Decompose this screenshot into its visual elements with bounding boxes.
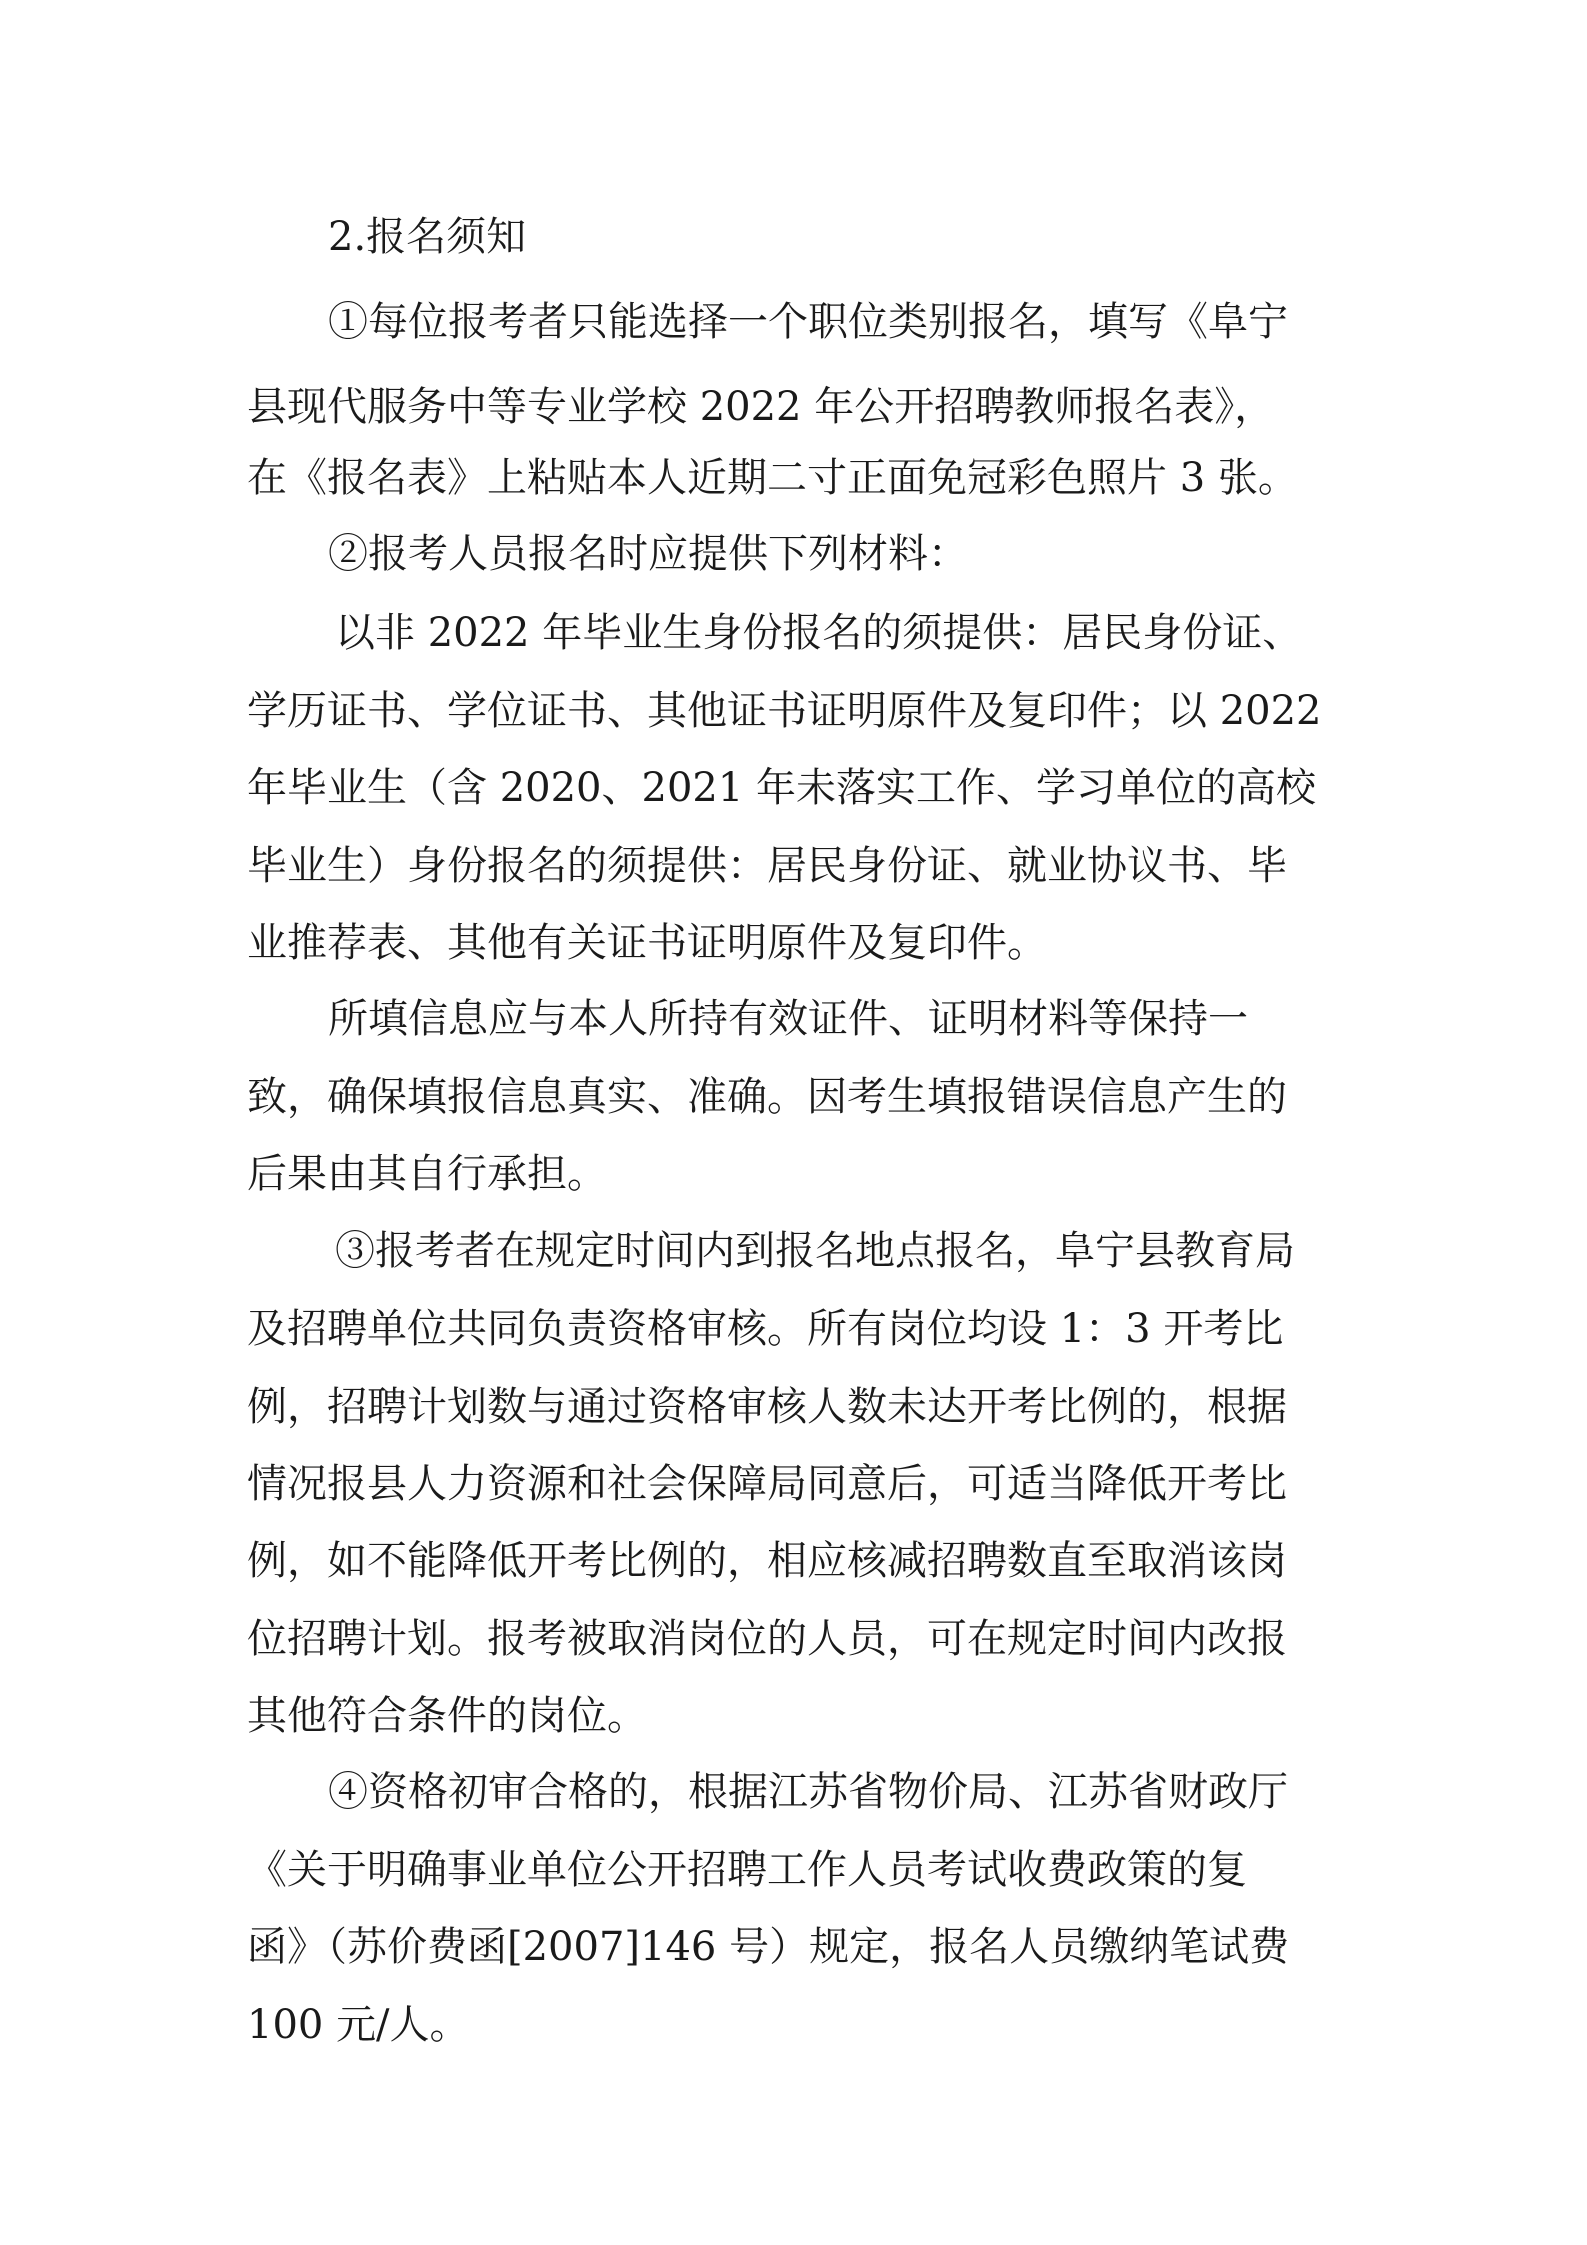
text-line: 县现代服务中等专业学校 2022 年公开招聘教师报名表》， [247, 384, 1275, 430]
text-line: 位招聘计划。报考被取消岗位的人员，可在规定时间内改报 [247, 1616, 1287, 1662]
text-line: ③报考者在规定时间内到报名地点报名，阜宁县教育局 [335, 1228, 1295, 1274]
text-line: 函》（苏价费函[2007]146 号）规定，报名人员缴纳笔试费 [247, 1924, 1290, 1970]
text-line: ①每位报考者只能选择一个职位类别报名，填写《阜宁 [328, 299, 1288, 345]
text-line: ②报考人员报名时应提供下列材料： [328, 531, 968, 577]
text-line: 《关于明确事业单位公开招聘工作人员考试收费政策的复 [247, 1847, 1247, 1893]
text-line: 例，招聘计划数与通过资格审核人数未达开考比例的，根据 [247, 1384, 1287, 1430]
text-line: 业推荐表、其他有关证书证明原件及复印件。 [247, 920, 1047, 966]
text-line: 其他符合条件的岗位。 [247, 1693, 647, 1739]
section-heading: 2.报名须知 [328, 214, 527, 260]
text-line: 年毕业生（含 2020、2021 年未落实工作、学习单位的高校 [247, 765, 1317, 811]
text-line: 以非 2022 年毕业生身份报名的须提供：居民身份证、 [335, 610, 1303, 656]
text-line: ④资格初审合格的，根据江苏省物价局、江苏省财政厅 [328, 1769, 1288, 1815]
text-line: 后果由其自行承担。 [247, 1151, 607, 1197]
text-line: 毕业生）身份报名的须提供：居民身份证、就业协议书、毕 [247, 843, 1287, 889]
text-line: 100 元/人。 [247, 2002, 470, 2048]
text-line: 致，确保填报信息真实、准确。因考生填报错误信息产生的 [247, 1074, 1287, 1120]
text-line: 情况报县人力资源和社会保障局同意后，可适当降低开考比 [247, 1461, 1287, 1507]
text-line: 例，如不能降低开考比例的，相应核减招聘数直至取消该岗 [247, 1538, 1287, 1584]
text-line: 学历证书、学位证书、其他证书证明原件及复印件；以 2022 [247, 688, 1322, 734]
text-line: 所填信息应与本人所持有效证件、证明材料等保持一 [328, 996, 1248, 1042]
text-line: 及招聘单位共同负责资格审核。所有岗位均设 1：3 开考比 [247, 1306, 1284, 1352]
text-line: 在《报名表》上粘贴本人近期二寸正面免冠彩色照片 3 张。 [247, 455, 1298, 501]
